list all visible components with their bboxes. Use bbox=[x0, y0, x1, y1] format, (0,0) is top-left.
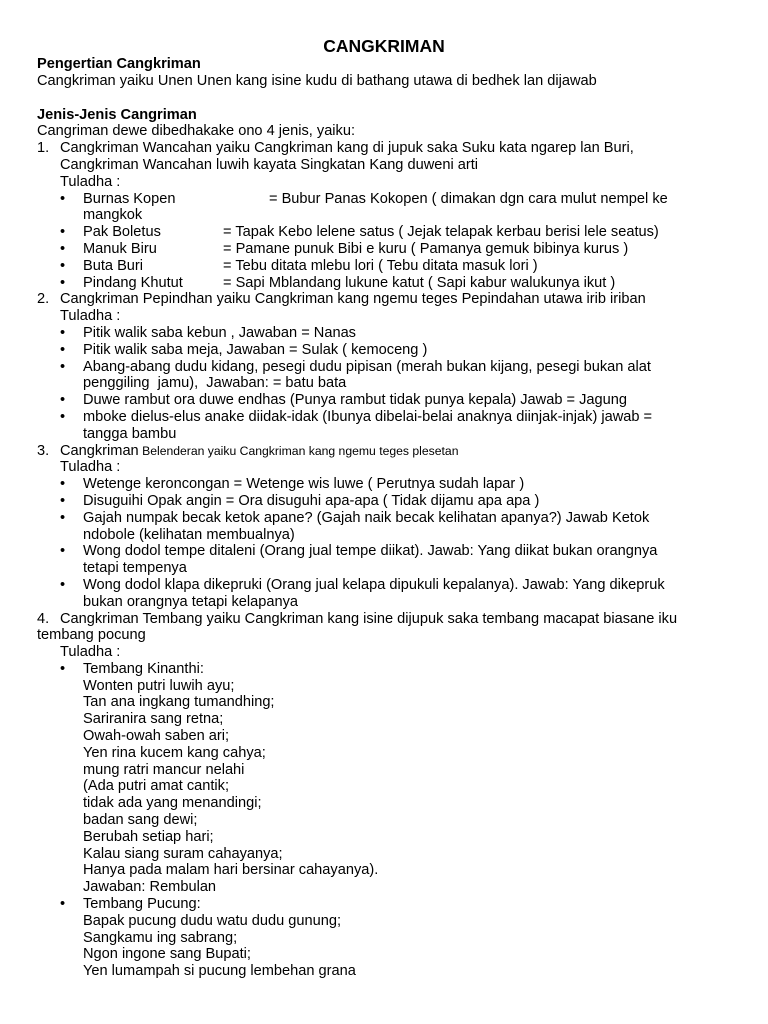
pucung-verse bbox=[37, 913, 737, 980]
bullet-icon: • bbox=[60, 896, 66, 913]
list-item bbox=[37, 409, 737, 443]
item-text: mboke dielus-elus anake diidak-idak (Ibunya dibelai-belai anaknya diinjak-injak) jawab = bbox=[83, 408, 653, 425]
item-meaning: = Tapak Kebo lelene satus ( Jejak telapak kerbau berisi lele seatus) bbox=[223, 224, 659, 241]
item-text: Tembang Kinanthi: bbox=[83, 660, 204, 677]
list-item bbox=[37, 510, 737, 544]
bullet-icon: • bbox=[60, 492, 66, 509]
verse-line: Kalau siang suram cahayanya; bbox=[83, 845, 283, 862]
list-item bbox=[37, 275, 737, 292]
list-item bbox=[37, 359, 737, 393]
verse-line: Yen rina kucem kang cahya; bbox=[83, 744, 266, 761]
item-term: Burnas Kopen bbox=[83, 190, 176, 207]
verse-line: Berubah setiap hari; bbox=[83, 828, 214, 845]
list-item bbox=[37, 577, 737, 611]
section-4 bbox=[37, 611, 737, 628]
item-term: Buta Buri bbox=[83, 257, 144, 274]
verse-line: (Ada putri amat cantik; bbox=[83, 778, 230, 795]
verse-line: Sangkamu ing sabrang; bbox=[83, 929, 238, 946]
item-term: Manuk Biru bbox=[83, 240, 157, 257]
bullet-icon: • bbox=[60, 257, 66, 274]
bullet-icon: • bbox=[60, 324, 66, 341]
bullet-icon: • bbox=[60, 509, 66, 526]
tuladha-label: Tuladha : bbox=[60, 459, 121, 476]
bullet-icon: • bbox=[60, 392, 66, 409]
section-1-line: Cangkriman Wancahan luwih kayata Singkatan Kang duweni arti bbox=[60, 156, 479, 173]
bullet-icon: • bbox=[60, 543, 66, 560]
list-item bbox=[37, 543, 737, 577]
item-text-cont: ndobole (kelihatan membualnya) bbox=[83, 526, 295, 543]
jenis-intro: Cangriman dewe dibedhakake ono 4 jenis, yaiku: bbox=[37, 123, 356, 140]
pengertian-text: Cangkriman yaiku Unen Unen kang isine kudu di bathang utawa di bedhek lan dijawab bbox=[37, 72, 597, 89]
section-3-rest: Belenderan yaiku Cangkriman kang ngemu teges plesetan bbox=[138, 443, 459, 458]
tuladha-label: Tuladha : bbox=[60, 644, 121, 661]
verse-line: Owah-owah saben ari; bbox=[83, 728, 230, 745]
item-text: Duwe rambut ora duwe endhas (Punya rambut tidak punya kepala) Jawab = Jagung bbox=[83, 392, 627, 409]
item-text: Disuguihi Opak angin = Ora disuguhi apa-apa ( Tidak dijamu apa apa ) bbox=[83, 492, 540, 509]
item-text: Pitik walik saba kebun , Jawaban = Nanas bbox=[83, 324, 356, 341]
item-text: Wong dodol klapa dikepruki (Orang jual kelapa dipukuli kepalanya). Jawab: Yang dikepruk bbox=[83, 576, 665, 593]
tuladha-label: Tuladha : bbox=[60, 308, 121, 325]
section-number: 1. bbox=[37, 140, 50, 157]
bullet-icon: • bbox=[60, 660, 66, 677]
list-item bbox=[37, 258, 737, 275]
list-item bbox=[37, 476, 737, 493]
section-1-line: Cangkriman Wancahan yaiku Cangkriman kang di jupuk saka Suku kata ngarep lan Buri, bbox=[60, 140, 634, 157]
item-text: Wetenge keroncongan = Wetenge wis luwe ( Perutnya sudah lapar ) bbox=[83, 476, 525, 493]
section-1 bbox=[37, 140, 737, 174]
verse-line: Wonten putri luwih ayu; bbox=[83, 677, 235, 694]
document-body bbox=[37, 56, 737, 980]
item-meaning: = Pamane punuk Bibi e kuru ( Pamanya gemuk bibinya kurus ) bbox=[223, 240, 629, 257]
section-2-line: Cangkriman Pepindhan yaiku Cangkriman kang ngemu teges Pepindahan utawa irib iriban bbox=[60, 291, 646, 308]
section-2 bbox=[37, 291, 737, 308]
list-item bbox=[37, 493, 737, 510]
bullet-icon: • bbox=[60, 240, 66, 257]
item-term: Pak Boletus bbox=[83, 224, 161, 241]
verse-line: Tan ana ingkang tumandhing; bbox=[83, 694, 275, 711]
section-number: 3. bbox=[37, 442, 50, 459]
document-title: CANGKRIMAN bbox=[323, 36, 445, 56]
item-text-cont: penggiling jamu), Jawaban: = batu bata bbox=[83, 375, 347, 392]
bullet-icon: • bbox=[60, 341, 66, 358]
kinanthi-title bbox=[37, 661, 737, 678]
bullet-icon: • bbox=[60, 224, 66, 241]
item-meaning-cont: mangkok bbox=[83, 207, 143, 224]
tuladha-label: Tuladha : bbox=[60, 173, 121, 190]
bullet-icon: • bbox=[60, 358, 66, 375]
pucung-title bbox=[37, 896, 737, 913]
verse-line: Sariranira sang retna; bbox=[83, 711, 224, 728]
kinanthi-verse bbox=[37, 678, 737, 896]
verse-line: Jawaban: Rembulan bbox=[83, 879, 217, 896]
list-item bbox=[37, 241, 737, 258]
item-text-cont: bukan orangnya tetapi kelapanya bbox=[83, 593, 299, 610]
bullet-icon: • bbox=[60, 576, 66, 593]
verse-line: badan sang dewi; bbox=[83, 812, 198, 829]
section-4-line: Cangkriman Tembang yaiku Cangkriman kang isine dijupuk saka tembang macapat biasane iku bbox=[60, 610, 678, 627]
item-meaning: = Sapi Mblandang lukune katut ( Sapi kabur walukunya ikut ) bbox=[223, 274, 616, 291]
list-item bbox=[37, 224, 737, 241]
bullet-icon: • bbox=[60, 476, 66, 493]
verse-line: mung ratri mancur nelahi bbox=[83, 761, 245, 778]
section-number: 4. bbox=[37, 610, 50, 627]
item-meaning: = Bubur Panas Kokopen ( dimakan dgn cara mulut nempel ke bbox=[269, 190, 668, 207]
section-3-lead: Cangkriman bbox=[60, 442, 139, 459]
list-item bbox=[37, 342, 737, 359]
verse-line: Ngon ingone sang Bupati; bbox=[83, 946, 251, 963]
list-item bbox=[37, 191, 737, 225]
bullet-icon: • bbox=[60, 190, 66, 207]
bullet-icon: • bbox=[60, 274, 66, 291]
item-text: Abang-abang dudu kidang, pesegi dudu pipisan (merah bukan kijang, pesegi bukan alat bbox=[83, 358, 651, 375]
item-term: Pindang Khutut bbox=[83, 274, 183, 291]
list-item bbox=[37, 392, 737, 409]
item-text: Pitik walik saba meja, Jawaban = Sulak ( kemoceng ) bbox=[83, 341, 428, 358]
section-3 bbox=[37, 443, 737, 460]
item-text-cont: tangga bambu bbox=[83, 425, 177, 442]
verse-line: tidak ada yang menandingi; bbox=[83, 795, 262, 812]
item-text: Tembang Pucung: bbox=[83, 896, 201, 913]
list-item bbox=[37, 325, 737, 342]
pengertian-heading: Pengertian Cangkriman bbox=[37, 56, 201, 72]
section-4-line-cont: tembang pocung bbox=[37, 627, 146, 644]
verse-line: Hanya pada malam hari bersinar cahayanya). bbox=[83, 862, 379, 879]
item-meaning: = Tebu ditata mlebu lori ( Tebu ditata masuk lori ) bbox=[223, 257, 538, 274]
item-text: Gajah numpak becak ketok apane? (Gajah naik becak kelihatan apanya?) Jawab Ketok bbox=[83, 509, 650, 526]
jenis-heading: Jenis-Jenis Cangriman bbox=[37, 106, 197, 123]
section-number: 2. bbox=[37, 291, 50, 308]
verse-line: Bapak pucung dudu watu dudu gunung; bbox=[83, 912, 342, 929]
verse-line: Yen lumampah si pucung lembehan grana bbox=[83, 963, 356, 980]
item-text-cont: tetapi tempenya bbox=[83, 560, 187, 577]
item-text: Wong dodol tempe ditaleni (Orang jual tempe diikat). Jawab: Yang diikat bukan orangnya bbox=[83, 543, 658, 560]
bullet-icon: • bbox=[60, 408, 66, 425]
